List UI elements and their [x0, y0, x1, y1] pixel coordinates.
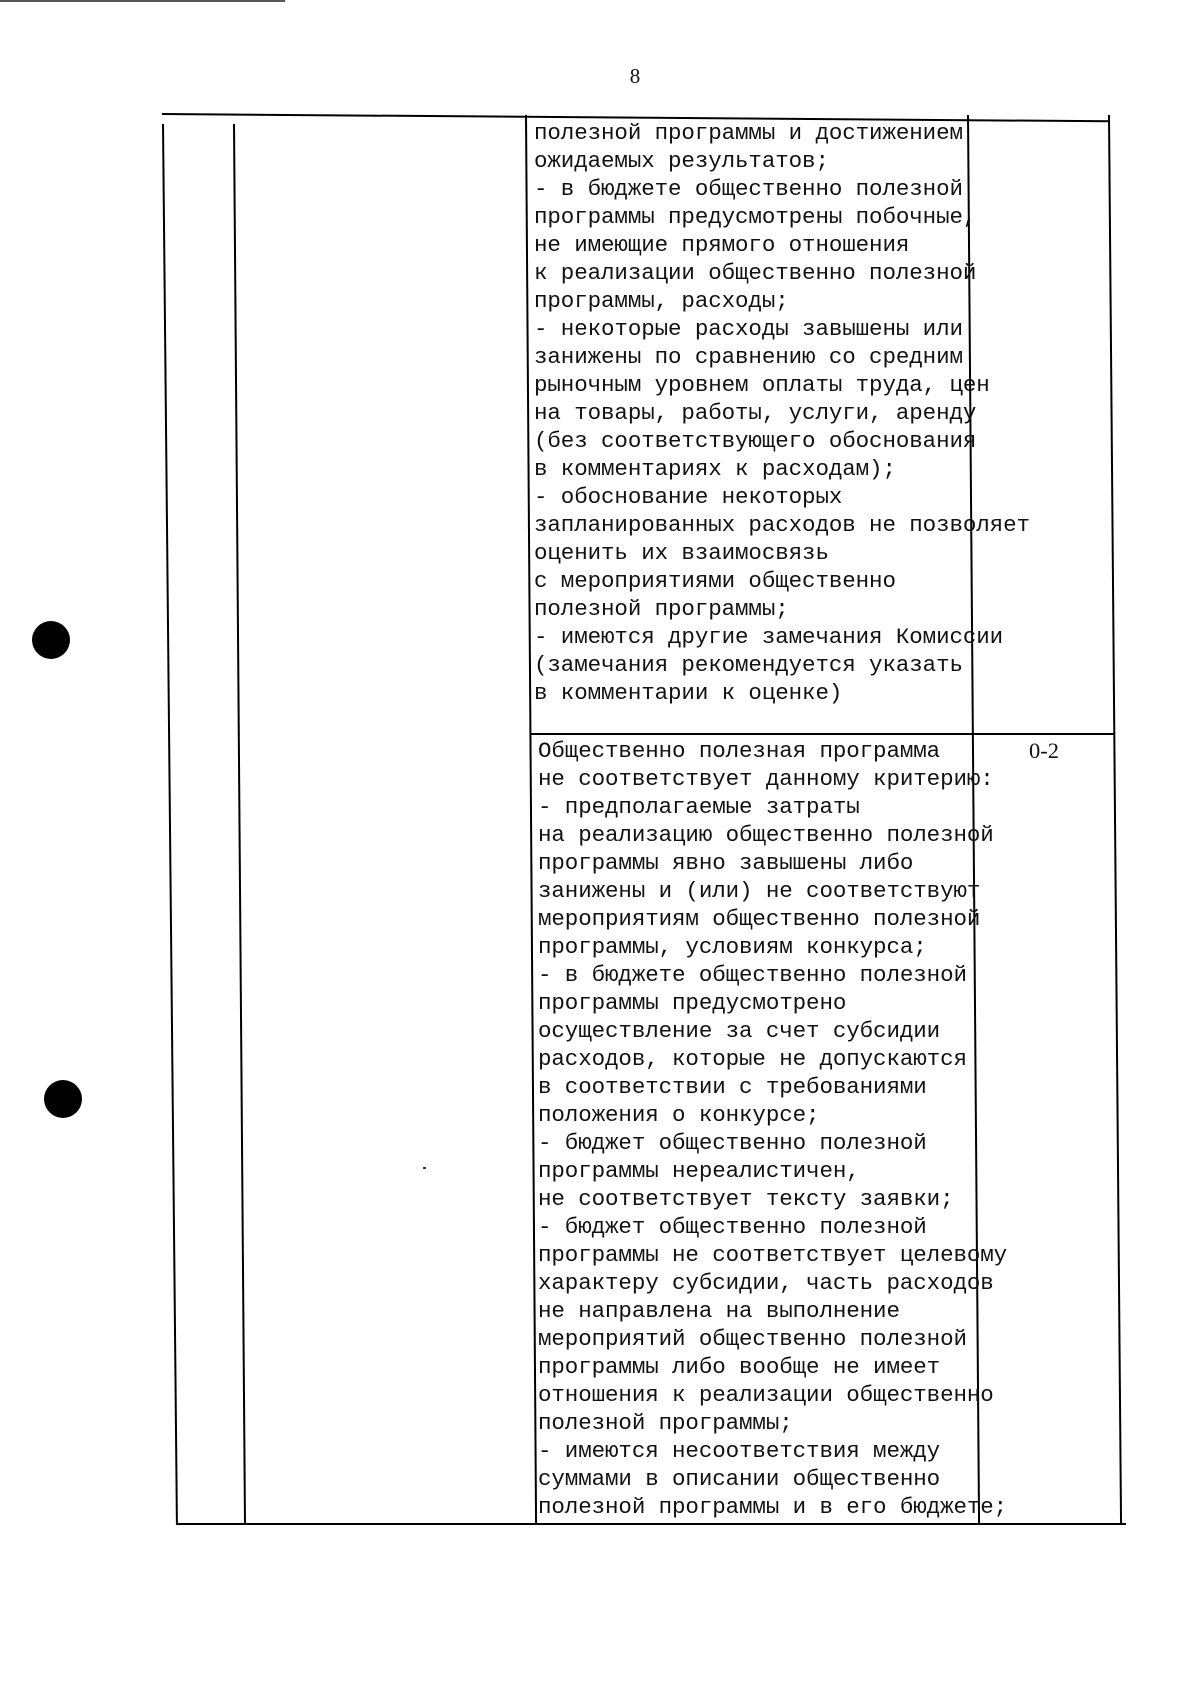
criterion-cell-2: Общественно полезная программа не соответствует данному критерию: - предполагаемые затраты на реализацию общественно полезной программы явно завышены либо занижены и (или) не соответствуют мероприятиям общественно полезной программы, условиям конкурса; - в бюджете общественно полезной программы предусмотрено осуществление за счет субсидии расходов, которые не допускаются в соответствии с требованиями положения о конкурсе; - бюджет общественно полезной программы нереалистичен, не соответствует тексту заявки; - бюджет общественно полезной программы не соответствует целевому характеру субсидии, часть расходов не направлена на выполнение мероприятий общественно полезной программы либо вообще не имеет отношения к реализации общественно полезной программы; - имеются несоответствия между суммами в описании общественно полезной программы и в его бюджете;: [538, 738, 1008, 1520]
column-divider-1: [233, 124, 246, 1524]
page-number: 8: [629, 64, 641, 88]
punch-hole-lower: [44, 1080, 82, 1118]
top-edge-mark: [0, 0, 285, 2]
row-separator: [530, 733, 1114, 735]
table-border-left: [162, 124, 178, 1524]
table-border-right: [1108, 115, 1122, 1524]
criterion-cell-1: полезной программы и достижением ожидаемых результатов; - в бюджете общественно полезной программы предусмотрены побочные, не имеющие прямого отношения к реализации общественно полезной программы, расходы; - некоторые расходы завышены или занижены по сравнению со средним рыночным уровнем оплаты труда, цен на товары, работы, услуги, аренду (без соответствующего обоснования в комментариях к расходам); - обоснование некоторых запланированных расходов не позволяет оценить их взаимосвязь с мероприятиями общественно полезной программы; - имеются другие замечания Комиссии (замечания рекомендуется указать в комментарии к оценке): [534, 120, 1030, 706]
table-border-bottom: [176, 1523, 1126, 1525]
punch-hole-upper: [32, 621, 70, 659]
scan-speck: [423, 1167, 426, 1169]
score-cell-2: 0-2: [1029, 738, 1059, 763]
